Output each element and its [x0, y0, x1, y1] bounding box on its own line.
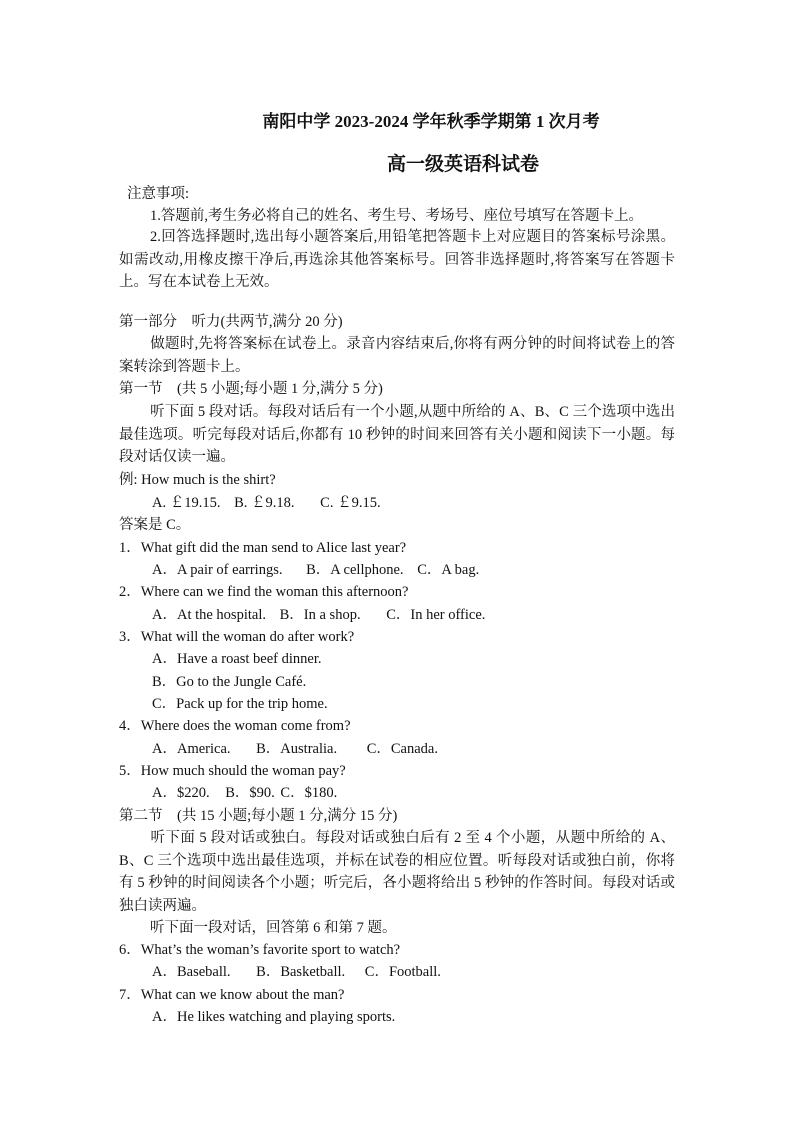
section1-heading: 第一节 (共 5 小题;每小题 1 分,满分 5 分)	[119, 381, 383, 397]
option-b: B．Australia.	[256, 741, 338, 757]
option-a: A. ￡19.15.	[152, 495, 221, 511]
question-5-options	[152, 782, 347, 804]
question-3-option-c: C．Pack up for the trip home.	[152, 696, 328, 712]
question-4-options	[152, 738, 448, 760]
option-c: C．A bag.	[417, 562, 480, 578]
part1-heading: 第一部分 听力(共两节,满分 20 分)	[119, 314, 343, 330]
option-b: B．In a shop.	[279, 607, 361, 623]
question-6: 6．What’s the woman’s favorite sport to watch?	[119, 942, 401, 958]
exam-subtitle: 高一级英语科试卷	[386, 154, 539, 175]
question-4: 4．Where does the woman come from?	[119, 718, 351, 734]
question-2: 2．Where can we find the woman this afternoon?	[119, 584, 409, 600]
question-1: 1．What gift did the man send to Alice last year?	[119, 540, 407, 556]
option-a: A．A pair of earrings.	[152, 562, 283, 578]
question-3-option-b: B．Go to the Jungle Café.	[152, 674, 307, 690]
option-a: A．$220.	[152, 785, 210, 801]
example-answer: 答案是 C。	[119, 517, 191, 533]
notes-item-2: 2.回答选择题时,选出每小题答案后,用铅笔把答题卡上对应题目的答案标号涂黑。如需改动,用橡皮擦干净后,再选涂其他答案标号。回答非选择题时,将答案写在答题卡上。写在本试卷上无效。	[119, 229, 675, 290]
option-a: A．At the hospital.	[152, 607, 266, 623]
example-options	[152, 492, 391, 514]
question-3-option-a: A．Have a roast beef dinner.	[152, 651, 322, 667]
group-1-instruction: 听下面一段对话，回答第 6 和第 7 题。	[150, 920, 397, 936]
question-7-option-a: A．He likes watching and playing sports.	[152, 1009, 396, 1025]
exam-title: 南阳中学 2023-2024 学年秋季学期第 1 次月考	[262, 112, 600, 131]
notes-heading: 注意事项:	[127, 186, 190, 202]
section2-heading: 第二节 (共 15 小题;每小题 1 分,满分 15 分)	[119, 808, 398, 824]
section1-instruction: 听下面 5 段对话。每段对话后有一个小题,从题中所给的 A、B、C 三个选项中选出最佳选项。听完每段对话后,你都有 10 秒钟的时间来回答有关小题和阅读下一小题。每段对话仅读一遍。	[119, 404, 675, 465]
question-2-options	[152, 604, 495, 626]
option-a: A．America.	[152, 741, 231, 757]
option-b: B. ￡9.18.	[234, 495, 295, 511]
option-c: C．Canada.	[366, 741, 438, 757]
notes-item-1: 1.答题前,考生务必将自己的姓名、考生号、考场号、座位号填写在答题卡上。	[150, 208, 643, 224]
example-question: 例: How much is the shirt?	[119, 472, 276, 488]
question-5: 5．How much should the woman pay?	[119, 763, 346, 779]
option-c: C. ￡9.15.	[320, 495, 381, 511]
part1-instruction: 做题时,先将答案标在试卷上。录音内容结束后,你将有两分钟的时间将试卷上的答案转涂到答题卡上。	[119, 336, 675, 375]
section2-instruction: 听下面 5 段对话或独白。每段对话或独白后有 2 至 4 个小题，从题中所给的 A、B、C 三个选项中选出最佳选项，并标在试卷的相应位置。听每段对话或独白前，你将有 5 秒钟的时间阅读各个小题；听完后，各小题将给出 5 秒钟的作答时间。每段对话或独白读两遍。	[119, 830, 675, 914]
option-a: A．Baseball.	[152, 964, 231, 980]
option-c: C．Football.	[364, 964, 441, 980]
option-b: B．A cellphone.	[306, 562, 404, 578]
option-c: C．$180.	[280, 785, 338, 801]
question-7: 7．What can we know about the man?	[119, 987, 345, 1003]
question-3: 3．What will the woman do after work?	[119, 629, 355, 645]
option-b: B．$90.	[225, 785, 275, 801]
question-1-options	[152, 559, 489, 581]
option-b: B．Basketball.	[256, 964, 346, 980]
question-6-options	[152, 961, 451, 983]
option-c: C．In her office.	[386, 607, 486, 623]
